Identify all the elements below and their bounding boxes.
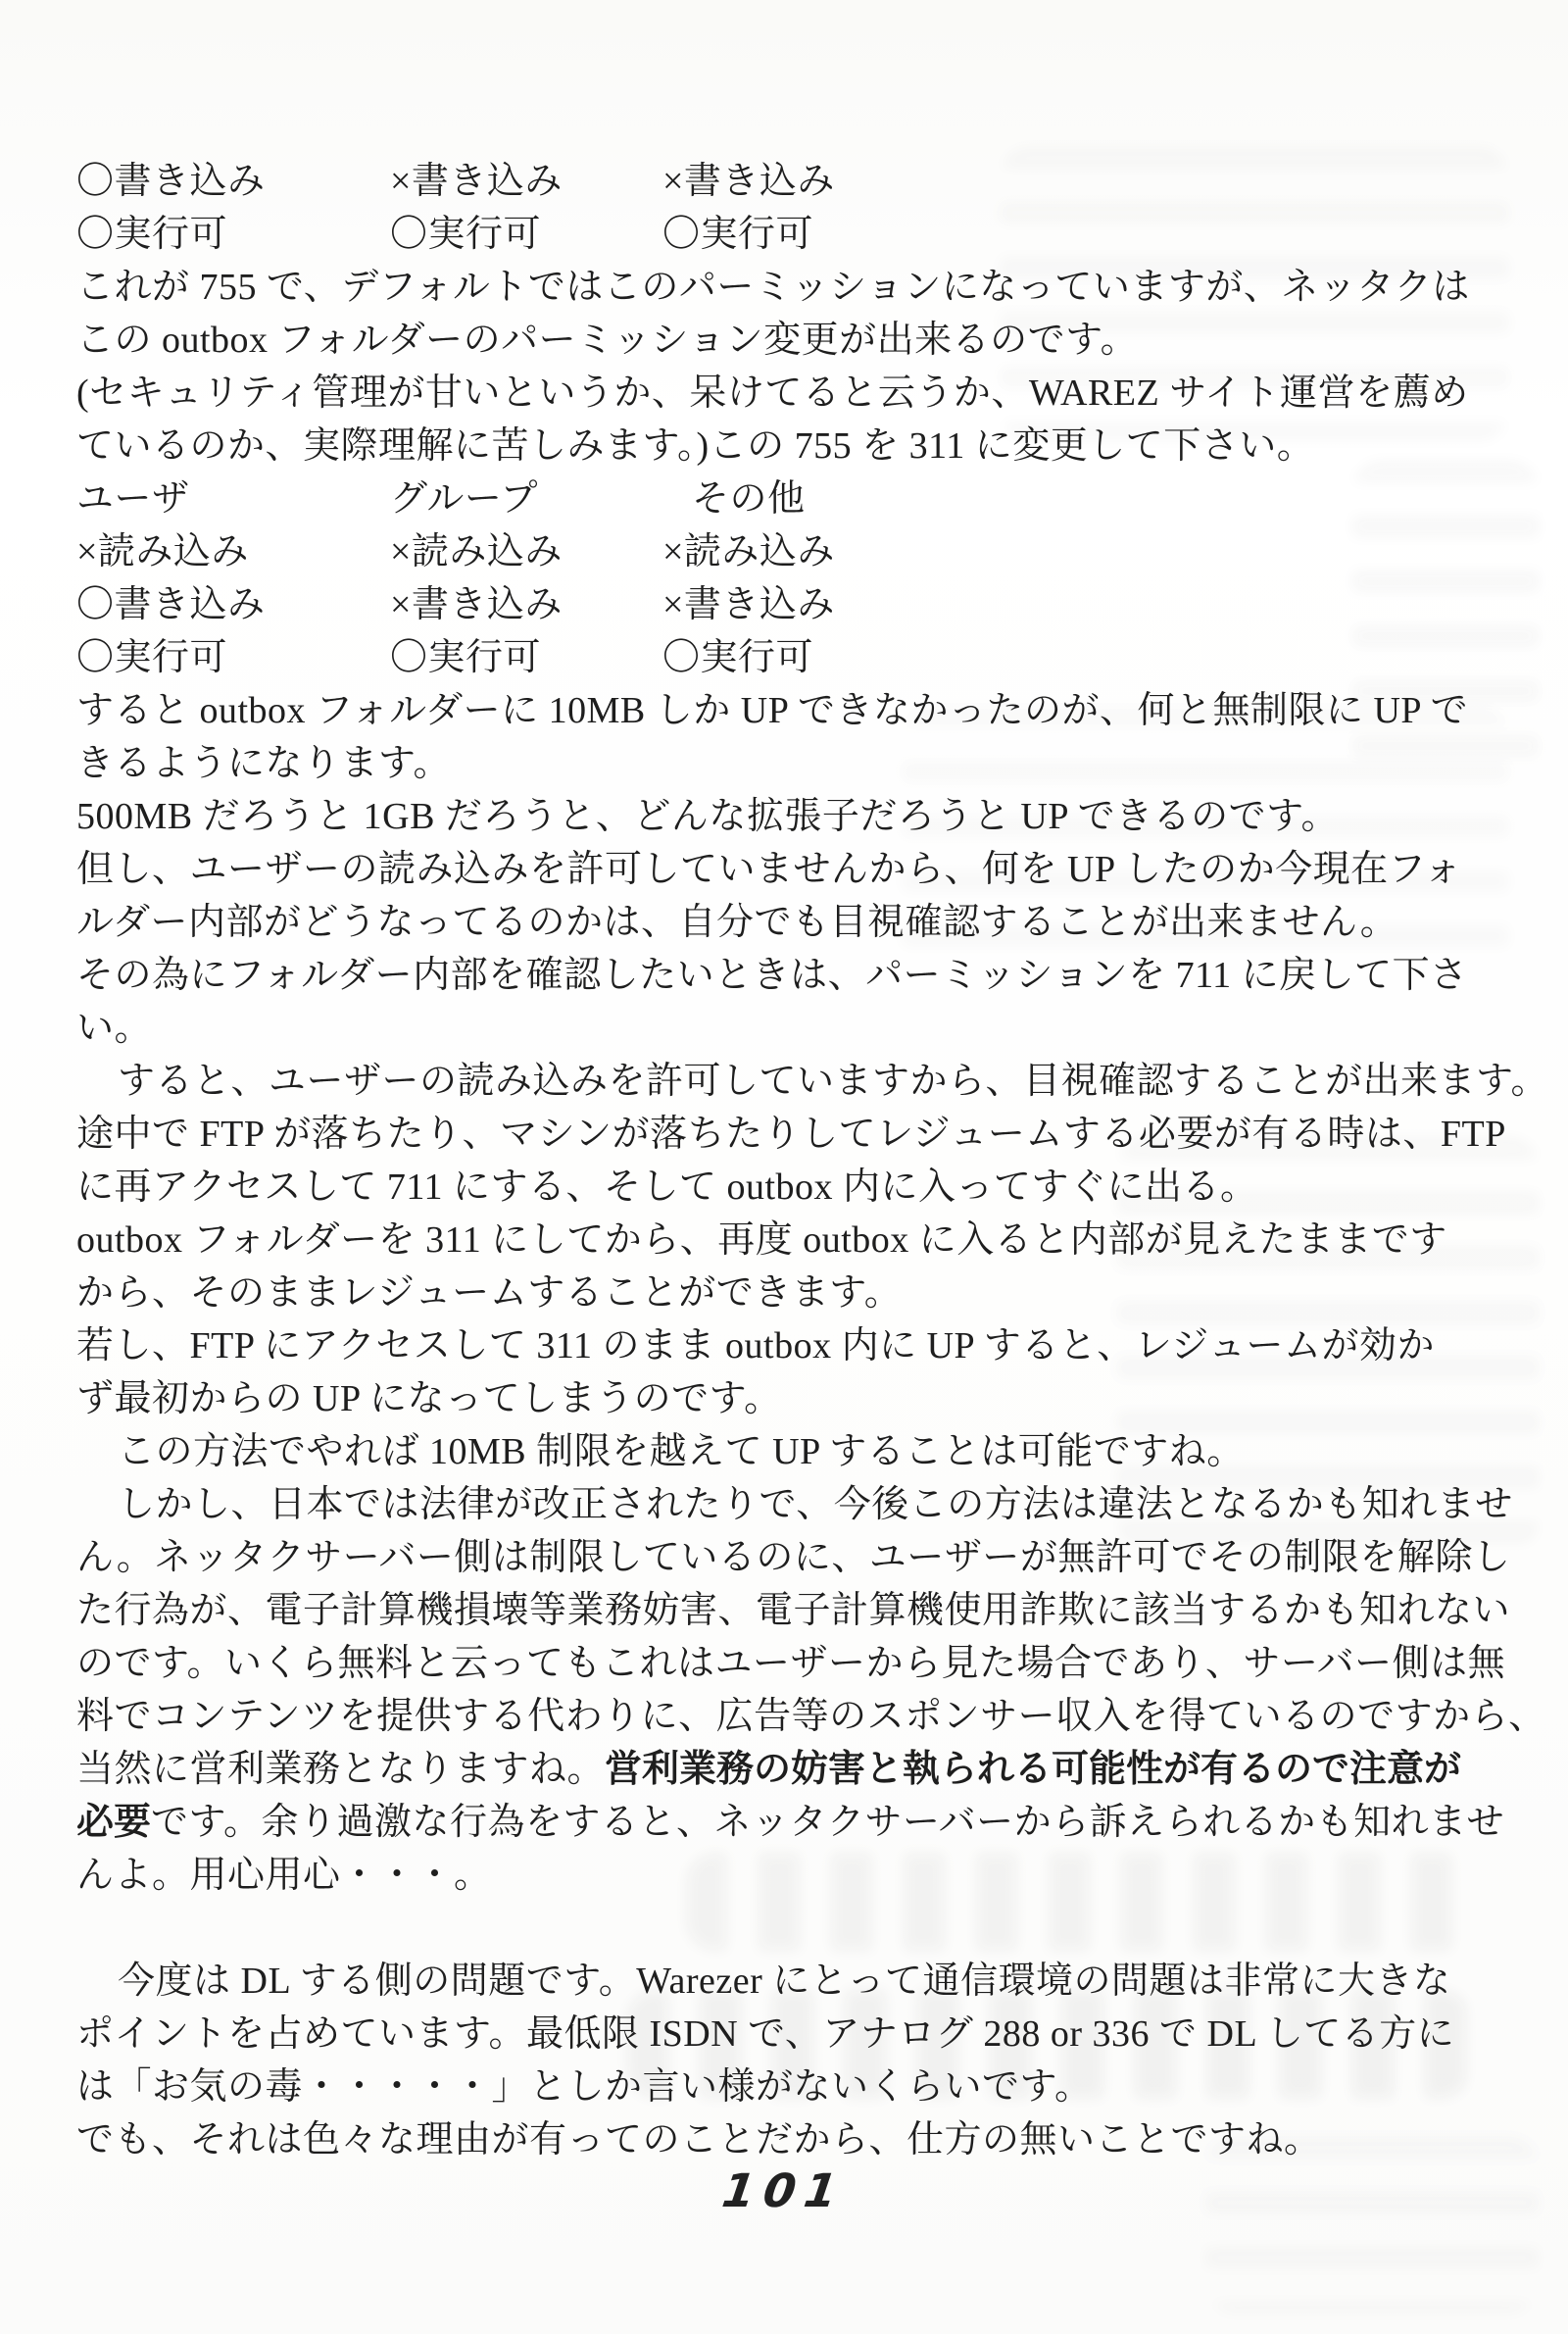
permission-table-311-row-read bbox=[76, 525, 1450, 578]
text-line: のです。いくら無料と云ってもこれはユーザーから見た場合であり、サーバー側は無 bbox=[76, 1643, 1506, 1684]
text-line: に再アクセスして 711 にする、そして outbox 内に入ってすぐに出る。 bbox=[76, 1167, 1258, 1208]
perm-other-exec-cell: 〇実行可 bbox=[662, 214, 814, 255]
perm-group-exec-cell: 〇実行可 bbox=[390, 637, 542, 678]
text-line: ているのか、実際理解に苦しみます。)この 755 を 311 に変更して下さい。 bbox=[76, 425, 1315, 467]
text-segment: 当然に営利業務となりますね。 bbox=[76, 1749, 606, 1790]
text-line: でも、それは色々な理由が有ってのことだから、仕方の無いことですね。 bbox=[76, 2119, 1322, 2160]
text-line: 若し、FTP にアクセスして 311 のまま outbox 内に UP すると、レジュームが効か bbox=[76, 1325, 1436, 1366]
perm-user-write-cell: 〇書き込み bbox=[76, 161, 266, 202]
text-line: この方法でやれば 10MB 制限を越えて UP することは可能ですね。 bbox=[118, 1431, 1245, 1472]
text-line: その為にフォルダー内部を確認したいときは、パーミッションを 711 に戻して下さ bbox=[76, 955, 1468, 996]
permission-table-311-header bbox=[76, 472, 1450, 525]
text-line: きるようになります。 bbox=[76, 743, 451, 784]
perm-other-read-cell: ×読み込み bbox=[662, 531, 835, 572]
text-line: 但し、ユーザーの読み込みを許可していませんから、何を UP したのか今現在フォ bbox=[76, 849, 1462, 890]
text-line: (セキュリティ管理が甘いというか、呆けてると云うか、WAREZ サイト運営を薦め bbox=[76, 372, 1469, 414]
text-line: 途中で FTP が落ちたり、マシンが落ちたりしてレジュームする必要が有る時は、FTP bbox=[76, 1114, 1506, 1155]
perm-other-write-cell: ×書き込み bbox=[662, 161, 835, 202]
permission-table-311-row-write bbox=[76, 578, 1450, 631]
perm-group-write-cell: ×書き込み bbox=[390, 161, 563, 202]
text-line-with-emphasis bbox=[76, 1743, 1462, 1796]
perm-group-write-cell: ×書き込み bbox=[390, 584, 563, 625]
text-line: ルダー内部がどうなってるのかは、自分でも目視確認することが出来ません。 bbox=[76, 902, 1398, 943]
perm-group-exec-cell: 〇実行可 bbox=[390, 214, 542, 255]
text-line: んよ。用心用心・・・。 bbox=[76, 1855, 492, 1896]
text-line: 500MB だろうと 1GB だろうと、どんな拡張子だろうと UP できるのです。 bbox=[76, 796, 1340, 837]
perm-header-user: ユーザ bbox=[76, 478, 190, 520]
text-line: ず最初からの UP になってしまうのです。 bbox=[76, 1378, 782, 1419]
page-text bbox=[76, 155, 1548, 2166]
text-line: 今度は DL する側の問題です。Warezer にとって通信環境の問題は非常に大きな bbox=[118, 1961, 1451, 2002]
text-line: い。 bbox=[76, 1008, 153, 1049]
perm-header-other: その他 bbox=[692, 478, 806, 520]
text-line: た行為が、電子計算機損壊等業務妨害、電子計算機使用詐欺に該当するかも知れない bbox=[76, 1590, 1511, 1631]
text-line: すると outbox フォルダーに 10MB しか UP できなかったのが、何と無制限に UP で bbox=[76, 690, 1469, 731]
text-line: は「お気の毒・・・・・」としか言い様がないくらいです。 bbox=[76, 2066, 1093, 2108]
perm-user-exec-cell: 〇実行可 bbox=[76, 214, 228, 255]
text-line: すると、ユーザーの読み込みを許可していますから、目視確認することが出来ます。 bbox=[118, 1061, 1548, 1102]
permission-table-311-row-exec bbox=[76, 631, 1450, 684]
text-line: から、そのままレジュームすることができます。 bbox=[76, 1272, 903, 1314]
perm-other-exec-cell: 〇実行可 bbox=[662, 637, 814, 678]
text-line: しかし、日本では法律が改正されたりで、今後この方法は違法となるかも知れませ bbox=[118, 1484, 1513, 1525]
text-line: これが 755 で、デフォルトではこのパーミッションになっていますが、ネッタクは bbox=[76, 267, 1470, 308]
text-segment: です。余り過激な行為をすると、ネッタクサーバーから訴えられるかも知れませ bbox=[151, 1802, 1505, 1843]
text-segment-bold: 必要 bbox=[76, 1802, 152, 1843]
paragraph-gap bbox=[76, 1902, 1450, 1955]
text-line: ポイントを占めています。最低限 ISDN で、アナログ 288 or 336 で DL してる方に bbox=[76, 2013, 1455, 2055]
permission-table-755-row-exec bbox=[76, 208, 1450, 261]
text-line: この outbox フォルダーのパーミッション変更が出来るのです。 bbox=[76, 320, 1139, 361]
text-line-with-emphasis bbox=[76, 1796, 1505, 1849]
text-line: ん。ネッタクサーバー側は制限しているのに、ユーザーが無許可でその制限を解除し bbox=[76, 1537, 1511, 1578]
perm-user-exec-cell: 〇実行可 bbox=[76, 637, 228, 678]
perm-header-group: グループ bbox=[390, 478, 538, 520]
permission-table-755-row-write bbox=[76, 155, 1450, 208]
page-number: 101 bbox=[718, 2164, 850, 2218]
perm-other-write-cell: ×書き込み bbox=[662, 584, 835, 625]
text-line: outbox フォルダーを 311 にしてから、再度 outbox に入ると内部が見えたままです bbox=[76, 1219, 1447, 1261]
text-segment-bold: 営利業務の妨害と執られる可能性が有るので注意が bbox=[605, 1749, 1462, 1790]
perm-user-read-cell: ×読み込み bbox=[76, 531, 249, 572]
perm-user-write-cell: 〇書き込み bbox=[76, 584, 266, 625]
perm-group-read-cell: ×読み込み bbox=[390, 531, 563, 572]
text-line: 料でコンテンツを提供する代わりに、広告等のスポンサー収入を得ているのですから、 bbox=[76, 1696, 1546, 1737]
